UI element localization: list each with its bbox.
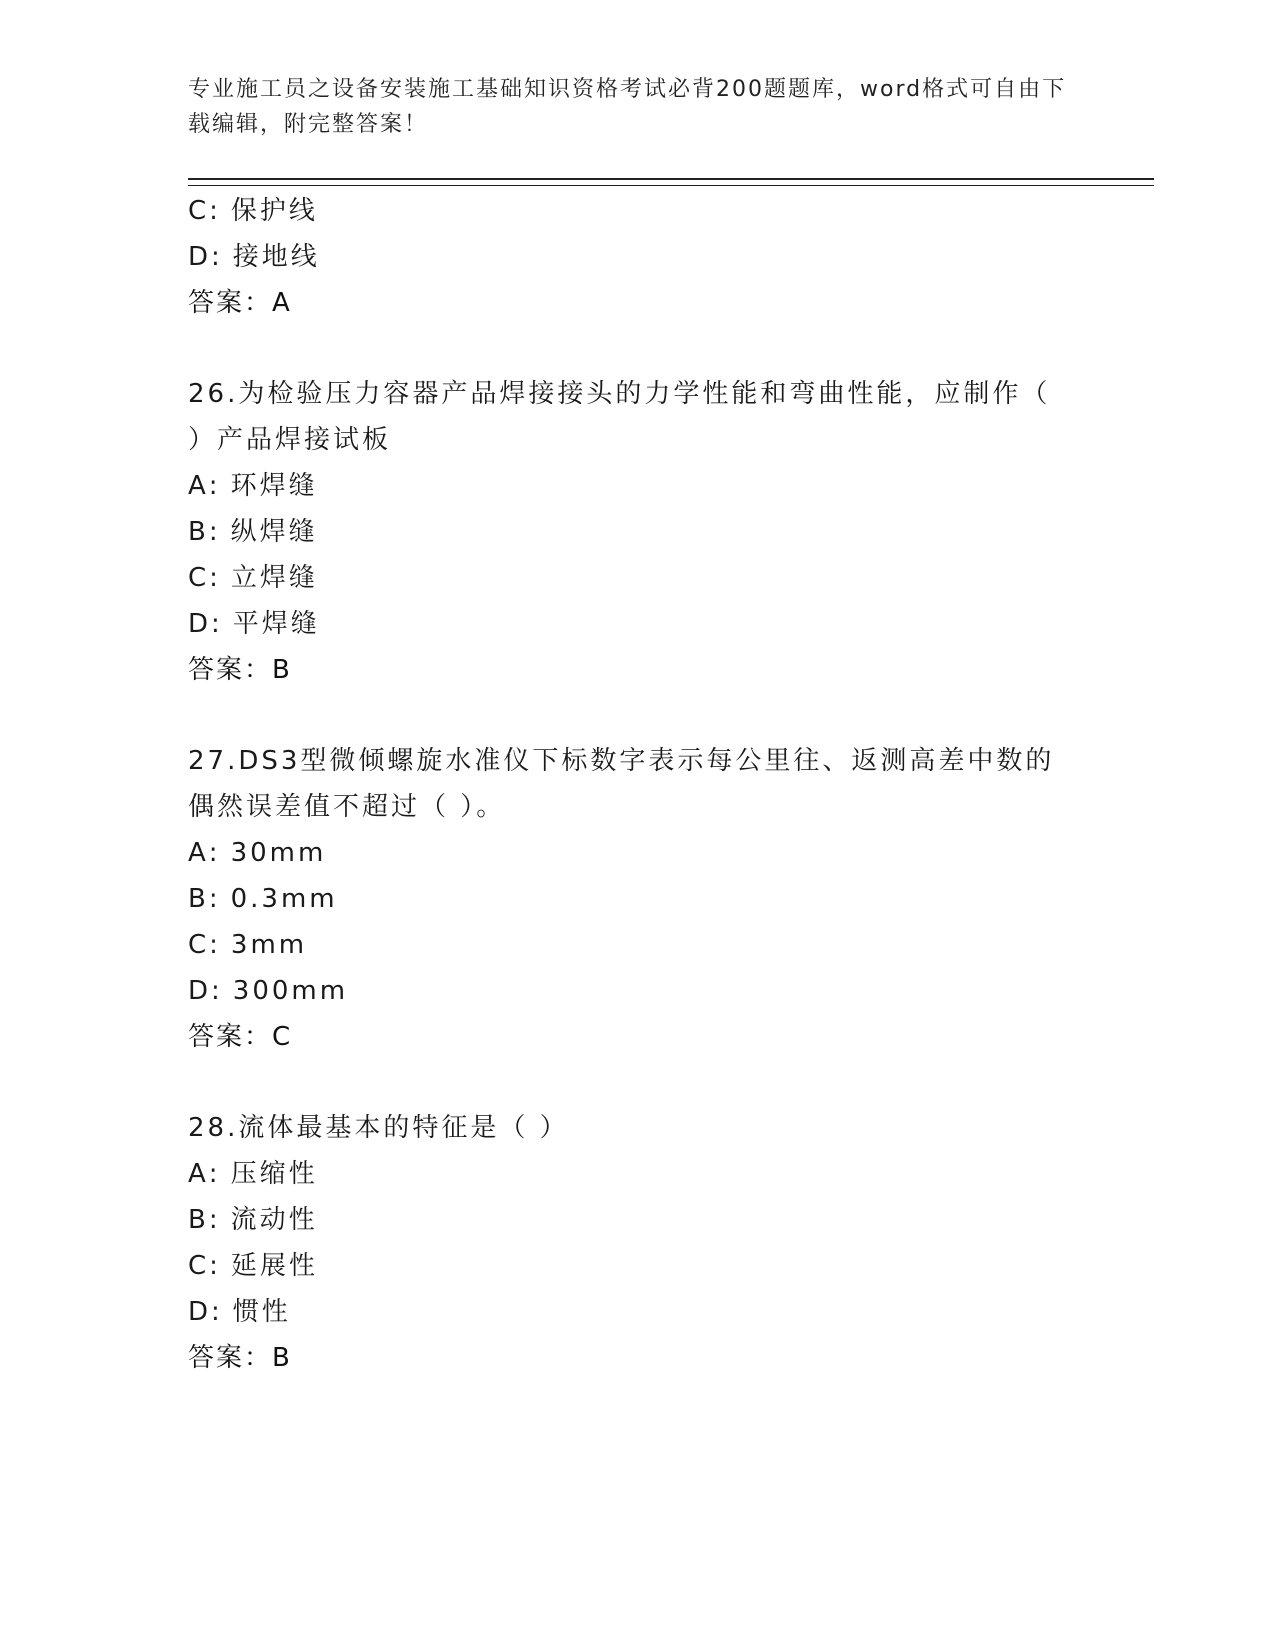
option-a: A: 压缩性 xyxy=(188,1159,318,1189)
option-c: C: 保护线 xyxy=(188,196,318,226)
option-c: C: 立焊缝 xyxy=(188,563,318,593)
option-d: D: 300mm xyxy=(188,976,349,1006)
answer-line: 答案：B xyxy=(188,1343,292,1373)
option-b: B: 流动性 xyxy=(188,1205,318,1235)
question-stem: 27.DS3型微倾螺旋水准仪下标数字表示每公里往、返测高差中数的偶然误差值不超过（ ）。 xyxy=(188,746,1055,822)
option-c: C: 延展性 xyxy=(188,1251,318,1281)
question-stem: 26.为检验压力容器产品焊接接头的力学性能和弯曲性能，应制作（ ）产品焊接试板 xyxy=(188,379,1051,455)
page-header: 专业施工员之设备安装施工基础知识资格考试必背200题题库，word格式可自由下载编辑，附完整答案！ xyxy=(188,77,1067,137)
question-28 xyxy=(188,1105,1088,1381)
option-b: B: 0.3mm xyxy=(188,884,338,914)
answer-line: 答案：B xyxy=(188,655,292,685)
option-a: A: 环焊缝 xyxy=(188,471,318,501)
option-c: C: 3mm xyxy=(188,930,308,960)
partial-question xyxy=(188,188,1088,326)
option-d: D: 平焊缝 xyxy=(188,609,320,639)
option-d: D: 惯性 xyxy=(188,1297,291,1327)
option-b: B: 纵焊缝 xyxy=(188,517,318,547)
header-divider xyxy=(188,178,1154,186)
question-list xyxy=(188,188,1088,1381)
option-d: D: 接地线 xyxy=(188,242,320,272)
answer-line: 答案：A xyxy=(188,288,292,318)
question-26 xyxy=(188,371,1088,693)
answer-line: 答案：C xyxy=(188,1022,293,1052)
option-a: A: 30mm xyxy=(188,838,327,868)
question-27 xyxy=(188,738,1088,1060)
question-stem: 28.流体最基本的特征是（ ） xyxy=(188,1113,569,1143)
